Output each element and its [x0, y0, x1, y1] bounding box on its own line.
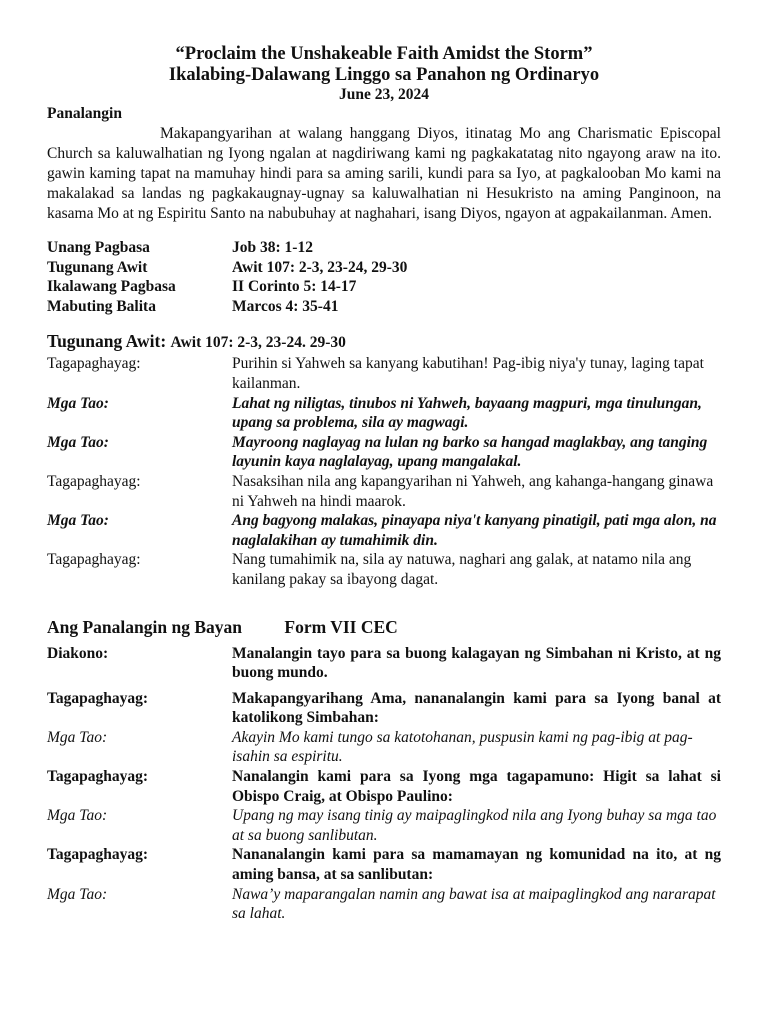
speaker-label: Mga Tao:: [47, 728, 108, 746]
bayan-heading: [47, 616, 721, 638]
bayan-line: [47, 767, 721, 806]
speaker-label: Tagapaghayag:: [47, 689, 149, 707]
document-page: [47, 44, 721, 924]
psalm-heading-label: Tugunang Awit:: [47, 331, 167, 352]
speaker-label: Mga Tao:: [47, 885, 108, 903]
reading-row: [47, 258, 407, 278]
panalangin-heading: Panalangin: [47, 105, 122, 122]
speaker-text: Nang tumahimik na, sila ay natuwa, naghari ang galak, at natamo nila ang kanilang pakay sa ibayong dagat.: [232, 551, 692, 588]
date: June 23, 2024: [339, 86, 429, 103]
reading-label: Tugunang Awit: [47, 258, 148, 276]
psalm-line: [47, 354, 721, 393]
psalm-line: [47, 511, 721, 550]
speaker-text: Akayin Mo kami tungo sa katotohanan, puspusin kami ng pag-ibig at pag-isahin sa espiritu.: [232, 728, 693, 766]
psalm-line: [47, 394, 721, 433]
speaker-label: Diakono:: [47, 644, 109, 662]
speaker-text: Mayroong naglayag na lulan ng barko sa hangad maglakbay, ang tanging layunin kaya naglalayag, upang mangalakal.: [232, 433, 708, 471]
reading-ref: Marcos 4: 35-41: [232, 297, 339, 315]
speaker-label: Tagapaghayag:: [47, 355, 141, 373]
speaker-text: Nawa’y maparangalan namin ang bawat isa at maipaglingkod ang nararapat sa lahat.: [232, 885, 716, 923]
reading-row: [47, 297, 407, 317]
speaker-text: Lahat ng niligtas, tinubos ni Yahweh, bayaang magpuri, mga tinulungan, upang sa problema, sila ay magwagi.: [232, 394, 702, 432]
readings-table: [47, 238, 407, 316]
speaker-label: Tagapaghayag:: [47, 472, 141, 490]
speaker-text: Nanalangin kami para sa Iyong mga tagapamuno: Higit sa lahat si Obispo Craig, at Obispo Paulino:: [232, 768, 721, 805]
bayan-line: [47, 728, 721, 767]
bayan-line: [47, 644, 721, 683]
speaker-text: Makapangyarihang Ama, nananalangin kami para sa Iyong banal at katolikong Simbahan:: [232, 689, 721, 727]
speaker-label: Tagapaghayag:: [47, 768, 149, 786]
speaker-label: Mga Tao:: [47, 512, 109, 530]
speaker-text: Manalangin tayo para sa buong kalagayan ng Simbahan ni Kristo, at ng buong mundo.: [232, 644, 721, 682]
reading-ref: Job 38: 1-12: [232, 239, 313, 256]
reading-label: Mabuting Balita: [47, 297, 156, 315]
speaker-text: Purihin si Yahweh sa kanyang kabutihan! Pag-ibig niya'y tunay, laging tapat kailanman.: [232, 355, 704, 392]
speaker-label: Tagapaghayag:: [47, 846, 149, 864]
reading-ref: II Corinto 5: 14-17: [232, 278, 357, 296]
bayan-form: Form VII CEC: [284, 616, 398, 637]
speaker-label: Mga Tao:: [47, 807, 108, 825]
reading-row: [47, 277, 407, 297]
psalm-line: [47, 550, 721, 589]
title-line-2: Ikalabing-Dalawang Linggo sa Panahon ng Ordinaryo: [168, 65, 600, 85]
speaker-label: Tagapaghayag:: [47, 551, 141, 569]
psalm-heading: [47, 330, 721, 354]
bayan-line: [47, 806, 721, 845]
speaker-text: Nasaksihan nila ang kapangyarihan ni Yahweh, ang kahanga-hangang ginawa ni Yahweh na hindi maarok.: [232, 472, 714, 510]
bayan-line: [47, 845, 721, 884]
speaker-label: Mga Tao:: [47, 394, 109, 412]
reading-ref: Awit 107: 2-3, 23-24, 29-30: [232, 258, 408, 276]
bayan-line: [47, 689, 721, 728]
speaker-label: Mga Tao:: [47, 433, 109, 451]
reading-label: Ikalawang Pagbasa: [47, 278, 176, 296]
psalm-line: [47, 472, 721, 511]
bayan-heading-label: Ang Panalangin ng Bayan: [47, 616, 242, 637]
psalm-line: [47, 433, 721, 472]
reading-row: [47, 238, 407, 258]
psalm-heading-ref: Awit 107: 2-3, 23-24. 29-30: [170, 334, 346, 352]
panalangin-text: Makapangyarihan at walang hanggang Diyos, itinatag Mo ang Charismatic Episcopal Church sa kaluwalhatian ng Iyong ngalan at nagdiriwang kami ng pagkakatatag nito ngayong araw na ito. gawin kaming tapat na mamuhay hindi para sa aming sarili, kundi para sa Iyo, at pagkalooban Mo kami na makalakad sa landas ng pagkakaugnay-ugnay sa kaluwalhatian ni Hesukristo na aming Panginoon, na kasama Mo at ng Espiritu Santo na nabubuhay at naghahari, isang Diyos, ngayon at agpakailanman. Amen.: [47, 125, 721, 222]
bayan-line: [47, 885, 721, 924]
title-line-1: “Proclaim the Unshakeable Faith Amidst the Storm”: [175, 44, 593, 64]
speaker-text: Ang bagyong malakas, pinayapa niya't kanyang pinatigil, pati mga alon, na naglalakihan ay tumahimik din.: [232, 512, 717, 549]
reading-label: Unang Pagbasa: [47, 239, 150, 256]
speaker-text: Upang ng may isang tinig ay maipaglingkod nila ang Iyong buhay sa mga tao at sa buong sanlibutan.: [232, 807, 717, 844]
speaker-text: Nananalangin kami para sa mamamayan ng komunidad na ito, at ng aming bansa, at sa sanlibutan:: [232, 846, 721, 884]
